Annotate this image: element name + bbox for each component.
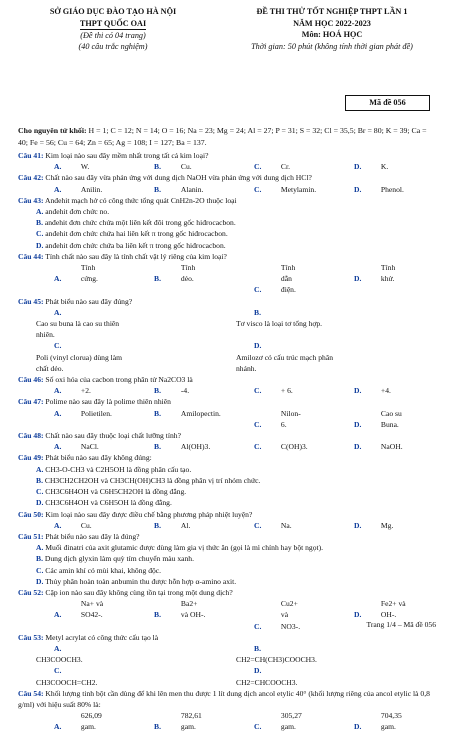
atomic-masses-label: Cho nguyên tử khối: bbox=[18, 126, 87, 135]
question bbox=[18, 374, 436, 396]
option-letter: B. bbox=[154, 274, 161, 284]
question-stem bbox=[18, 172, 436, 183]
option-letter: A. bbox=[54, 184, 62, 194]
question-text: Phát biểu nào sau đây không đúng: bbox=[43, 453, 152, 463]
option-letter: D. bbox=[354, 274, 362, 284]
answer-option[interactable] bbox=[236, 643, 436, 665]
option-text: Tính cứng. bbox=[80, 263, 98, 284]
option-text: Thủy phân hoàn toàn anbumin thu được hỗn hợp α-amino axit. bbox=[45, 576, 237, 586]
option-text: + 6. bbox=[280, 386, 293, 396]
option-text: 305,27 gam. bbox=[280, 711, 302, 732]
question-stem bbox=[18, 531, 436, 542]
option-letter: B. bbox=[154, 408, 161, 418]
option-letter: A. bbox=[54, 307, 62, 317]
option-text: Các amin khí có mùi khai, không độc. bbox=[45, 565, 162, 575]
option-text: Cu. bbox=[180, 162, 192, 172]
question-stem bbox=[18, 632, 436, 643]
option-letter: A. bbox=[54, 408, 62, 418]
option-letter: D. bbox=[36, 498, 44, 508]
department-name: SỞ GIÁO DỤC ĐÀO TẠO HÀ NỘI bbox=[49, 7, 177, 16]
answer-option[interactable] bbox=[336, 184, 436, 195]
answer-option[interactable] bbox=[18, 643, 236, 665]
option-letter: C. bbox=[254, 621, 262, 631]
answer-option[interactable] bbox=[36, 207, 109, 216]
question-text: Cặp ion nào sau đây không cùng tồn tại trong một dung dịch? bbox=[43, 587, 233, 597]
page-footer: Trang 1/4 – Mã đề 056 bbox=[366, 620, 436, 629]
option-letter: D. bbox=[354, 442, 362, 452]
answer-option[interactable] bbox=[36, 498, 172, 507]
option-row bbox=[18, 184, 436, 195]
option-letter: D. bbox=[254, 341, 262, 351]
question-stem bbox=[18, 296, 436, 307]
option-row bbox=[18, 441, 436, 452]
answer-option[interactable] bbox=[18, 598, 136, 632]
option-text: Cu. bbox=[80, 520, 92, 530]
answer-option[interactable] bbox=[336, 520, 436, 531]
header-right bbox=[222, 6, 442, 52]
option-row bbox=[18, 206, 436, 217]
question-text: Số oxi hóa của cacbon trong phân tử Na2CO3 là bbox=[43, 375, 193, 385]
answer-option[interactable] bbox=[236, 408, 336, 430]
option-letter: C. bbox=[36, 487, 44, 497]
answer-option[interactable] bbox=[336, 710, 436, 732]
option-text: Nilon-6. bbox=[280, 408, 301, 429]
option-letter: C. bbox=[254, 419, 262, 429]
option-text: 782,61 gam. bbox=[180, 711, 202, 732]
option-row bbox=[18, 475, 436, 486]
answer-option[interactable] bbox=[18, 408, 136, 430]
question bbox=[18, 452, 436, 508]
option-letter: B. bbox=[154, 520, 161, 530]
option-text: CH3COOCH3. bbox=[36, 655, 83, 665]
answer-option[interactable] bbox=[18, 184, 136, 195]
option-letter: A. bbox=[36, 207, 44, 217]
option-row bbox=[18, 565, 436, 576]
atomic-masses bbox=[18, 125, 436, 149]
option-row bbox=[18, 464, 436, 475]
question bbox=[18, 632, 436, 688]
answer-option[interactable] bbox=[136, 710, 236, 732]
option-text: 704,35 gam. bbox=[380, 711, 402, 732]
subject: Môn: HOÁ HỌC bbox=[301, 30, 363, 39]
option-text: CH3COOCH=CH2. bbox=[36, 677, 98, 687]
option-letter: C. bbox=[36, 565, 44, 575]
question-stem bbox=[18, 452, 436, 463]
option-letter: B. bbox=[254, 307, 261, 317]
option-row bbox=[18, 486, 436, 497]
option-letter: B. bbox=[36, 218, 43, 228]
option-text: Polietilen. bbox=[80, 408, 112, 418]
option-letter: D. bbox=[36, 240, 44, 250]
option-text: Metylamin. bbox=[280, 184, 317, 194]
answer-option[interactable] bbox=[336, 385, 436, 396]
option-letter: D. bbox=[354, 162, 362, 172]
option-letter: A. bbox=[54, 274, 62, 284]
question-text: Phát biểu nào sau đây là đúng? bbox=[43, 531, 140, 541]
option-text: Tính dẻo. bbox=[180, 263, 196, 284]
question-stem bbox=[18, 195, 436, 206]
option-text: Al. bbox=[180, 520, 191, 530]
question bbox=[18, 396, 436, 430]
page-count: (Đề thi có 04 trang) bbox=[80, 30, 146, 40]
answer-option[interactable] bbox=[18, 441, 136, 452]
question-text: Anđehit mạch hở có công thức tổng quát CnH2n-2O thuộc loại bbox=[43, 195, 237, 205]
answer-option[interactable] bbox=[36, 487, 186, 496]
option-letter: D. bbox=[354, 184, 362, 194]
answer-option[interactable] bbox=[18, 340, 236, 374]
option-letter: B. bbox=[154, 184, 161, 194]
answer-option[interactable] bbox=[236, 665, 436, 687]
question bbox=[18, 296, 436, 374]
answer-option[interactable] bbox=[236, 385, 336, 396]
option-row bbox=[18, 340, 436, 374]
exam-title: ĐỀ THI THỬ TỐT NGHIỆP THPT LẦN 1 bbox=[256, 7, 408, 16]
question-stem bbox=[18, 430, 436, 441]
answer-option[interactable] bbox=[236, 441, 336, 452]
option-text: Tính khử. bbox=[380, 263, 396, 284]
option-text: anđehit đơn chức no. bbox=[45, 207, 110, 217]
question-count: (40 câu trắc nghiệm) bbox=[78, 42, 148, 51]
option-text: +4. bbox=[380, 386, 391, 396]
option-letter: C. bbox=[254, 162, 262, 172]
option-row bbox=[18, 217, 436, 228]
option-text: Tơ visco là loại tơ tổng hợp. bbox=[236, 319, 323, 329]
answer-option[interactable] bbox=[336, 161, 436, 172]
option-letter: A. bbox=[36, 543, 44, 553]
answer-option[interactable] bbox=[18, 161, 136, 172]
option-text: Na+ và SO42-. bbox=[80, 599, 104, 620]
option-text: CH2=CHCOOCH3. bbox=[236, 677, 298, 687]
question bbox=[18, 509, 436, 531]
option-row bbox=[18, 228, 436, 239]
option-row bbox=[18, 553, 436, 564]
question-number: Câu 47: bbox=[18, 397, 44, 407]
option-letter: A. bbox=[54, 386, 62, 396]
header-left bbox=[18, 6, 208, 53]
option-text: -4. bbox=[180, 386, 190, 396]
option-letter: D. bbox=[254, 666, 262, 676]
question bbox=[18, 172, 436, 194]
answer-option[interactable] bbox=[236, 161, 336, 172]
option-row bbox=[18, 710, 436, 732]
time-limit: Thời gian: 50 phút (không tính thời gian phát đề) bbox=[251, 41, 413, 51]
answer-option[interactable] bbox=[36, 218, 236, 227]
option-text: CH3C6H4OH và C6H5OH là đồng đẳng. bbox=[45, 498, 172, 508]
option-text: Mg. bbox=[380, 520, 394, 530]
option-letter: D. bbox=[354, 386, 362, 396]
option-letter: B. bbox=[154, 162, 161, 172]
question-text: Chất nào sau đây vừa phản ứng với dung dịch NaOH vừa phản ứng với dung dịch HCl? bbox=[43, 173, 312, 183]
question-stem bbox=[18, 251, 436, 262]
option-text: Tính dẫn điện. bbox=[280, 263, 296, 295]
question-number: Câu 42: bbox=[18, 173, 44, 183]
answer-option[interactable] bbox=[18, 385, 136, 396]
answer-option[interactable] bbox=[36, 566, 161, 575]
option-row bbox=[18, 497, 436, 508]
answer-option[interactable] bbox=[36, 543, 323, 552]
question-text: Metyl acrylat có công thức cấu tạo là bbox=[43, 632, 159, 642]
option-letter: C. bbox=[254, 442, 262, 452]
option-letter: C. bbox=[254, 184, 262, 194]
question bbox=[18, 430, 436, 452]
option-text: +2. bbox=[80, 386, 91, 396]
option-letter: A. bbox=[54, 643, 62, 653]
option-text: Amilozơ có cấu trúc mạch phân nhánh. bbox=[236, 352, 334, 373]
option-letter: B. bbox=[154, 722, 161, 732]
answer-option[interactable] bbox=[136, 385, 236, 396]
option-text: K. bbox=[380, 162, 389, 172]
option-text: Muối đinatri của axit glutamic được dùng làm gia vị thức ăn (gọi là mì chính hay bột ngọt). bbox=[45, 543, 324, 553]
school-year: NĂM HỌC 2022-2023 bbox=[293, 18, 371, 28]
option-text: anđehit đơn chức chứa ba liên kết π trong gốc hiđrocacbon. bbox=[45, 240, 226, 250]
option-letter: A. bbox=[54, 722, 62, 732]
answer-option[interactable] bbox=[236, 598, 336, 632]
question-text: Phát biểu nào sau đây đúng? bbox=[43, 296, 133, 306]
option-text: anđehit đơn chức chứa một liên kết đôi trong gốc hiđrocacbon. bbox=[44, 218, 236, 228]
question-text: Khối lượng tinh bột cần dùng để khi lên men thu được 1 lít dung dịch ancol etylic 40° (khối lượng riêng của ancol etylic là 0,8 g/ml) với hiệu suất 80% là: bbox=[18, 688, 430, 709]
option-letter: D. bbox=[354, 419, 362, 429]
option-row bbox=[18, 542, 436, 553]
question-stem bbox=[18, 509, 436, 520]
answer-option[interactable] bbox=[36, 241, 226, 250]
question bbox=[18, 195, 436, 251]
option-row bbox=[18, 408, 436, 430]
answer-option[interactable] bbox=[136, 441, 236, 452]
option-text: Al(OH)3. bbox=[180, 442, 211, 452]
answer-option[interactable] bbox=[18, 307, 236, 341]
option-letter: D. bbox=[354, 722, 362, 732]
answer-option[interactable] bbox=[236, 184, 336, 195]
option-letter: C. bbox=[254, 722, 262, 732]
answer-option[interactable] bbox=[18, 520, 136, 531]
option-row bbox=[18, 643, 436, 665]
option-letter: C. bbox=[54, 666, 62, 676]
answer-option[interactable] bbox=[336, 262, 436, 296]
option-row bbox=[18, 576, 436, 587]
answer-option[interactable] bbox=[136, 408, 236, 430]
answer-option[interactable] bbox=[18, 262, 136, 296]
answer-option[interactable] bbox=[236, 340, 436, 374]
question bbox=[18, 251, 436, 296]
answer-option[interactable] bbox=[236, 520, 336, 531]
option-row bbox=[18, 385, 436, 396]
option-letter: A. bbox=[54, 162, 62, 172]
option-letter: A. bbox=[36, 464, 44, 474]
option-letter: B. bbox=[36, 554, 43, 564]
answer-option[interactable] bbox=[18, 665, 236, 687]
option-text: CH2=CH(CH3)COOCH3. bbox=[236, 655, 317, 665]
question-number: Câu 50: bbox=[18, 509, 44, 519]
option-text: Na. bbox=[280, 520, 292, 530]
option-row bbox=[18, 520, 436, 531]
option-row bbox=[18, 161, 436, 172]
option-letter: A. bbox=[54, 520, 62, 530]
option-row bbox=[18, 262, 436, 296]
option-letter: C. bbox=[36, 229, 44, 239]
question-number: Câu 45: bbox=[18, 296, 44, 306]
option-text: CH3CH2CH2OH và CH3CH(OH)CH3 là đồng phân vị trí nhóm chức. bbox=[44, 475, 261, 485]
option-text: Poli (vinyl clorua) dùng làm chất dẻo. bbox=[36, 352, 123, 373]
option-text: 626,09 gam. bbox=[80, 711, 102, 732]
option-letter: D. bbox=[354, 610, 362, 620]
answer-option[interactable] bbox=[18, 710, 136, 732]
option-text: Cao su Buna. bbox=[380, 408, 402, 429]
option-text: NaOH. bbox=[380, 442, 403, 452]
question-number: Câu 41: bbox=[18, 151, 44, 160]
answer-option[interactable] bbox=[136, 161, 236, 172]
option-row bbox=[18, 307, 436, 341]
question-stem bbox=[18, 688, 436, 710]
answer-option[interactable] bbox=[336, 408, 436, 430]
question-stem bbox=[18, 587, 436, 598]
option-letter: C. bbox=[254, 285, 262, 295]
option-letter: B. bbox=[254, 643, 261, 653]
option-text: Phenol. bbox=[380, 184, 404, 194]
question-number: Câu 53: bbox=[18, 632, 44, 642]
option-text: Cu2+ và NO3-. bbox=[280, 599, 301, 631]
option-text: Fe2+ và OH-. bbox=[380, 599, 406, 620]
option-letter: C. bbox=[254, 386, 262, 396]
option-letter: B. bbox=[154, 442, 161, 452]
question-number: Câu 43: bbox=[18, 195, 44, 205]
answer-option[interactable] bbox=[136, 184, 236, 195]
question bbox=[18, 150, 436, 172]
question-text: Tính chất nào sau đây là tính chất vật lý riêng của kim loại? bbox=[43, 251, 227, 261]
answer-option[interactable] bbox=[136, 598, 236, 632]
answer-option[interactable] bbox=[336, 441, 436, 452]
answer-option[interactable] bbox=[236, 262, 336, 296]
question bbox=[18, 531, 436, 587]
answer-option[interactable] bbox=[36, 229, 228, 238]
answer-option[interactable] bbox=[36, 577, 236, 586]
question-number: Câu 49: bbox=[18, 453, 44, 463]
option-text: NaCl. bbox=[80, 442, 99, 452]
school-name: THPT QUỐC OAI bbox=[79, 18, 147, 28]
answer-option[interactable] bbox=[236, 710, 336, 732]
option-letter: A. bbox=[54, 610, 62, 620]
option-text: Ba2+ và OH-. bbox=[180, 599, 206, 620]
option-text: C(OH)3. bbox=[280, 442, 308, 452]
option-text: Alanin. bbox=[180, 184, 204, 194]
question-stem bbox=[18, 374, 436, 385]
question-number: Câu 44: bbox=[18, 251, 44, 261]
option-text: anđehit đơn chức chứa hai liên kết π trong gốc hiđrocacbon. bbox=[45, 229, 228, 239]
option-text: CH3-O-CH3 và C2H5OH là đồng phân cấu tạo. bbox=[45, 464, 192, 474]
exam-code-box: Mã đề 056 bbox=[345, 95, 430, 111]
option-letter: B. bbox=[154, 610, 161, 620]
question-text: Polime nào sau đây là polime thiên nhiên bbox=[43, 397, 171, 407]
option-letter: D. bbox=[36, 576, 44, 586]
answer-option[interactable] bbox=[36, 476, 260, 485]
option-text: Cr. bbox=[280, 162, 290, 172]
option-text: Dung dịch glyxin làm quỳ tím chuyển màu xanh. bbox=[44, 554, 194, 564]
option-row bbox=[18, 665, 436, 687]
answer-option[interactable] bbox=[236, 307, 436, 341]
question-list bbox=[18, 150, 436, 733]
question-stem bbox=[18, 150, 436, 161]
question-number: Câu 46: bbox=[18, 375, 44, 385]
answer-option[interactable] bbox=[36, 465, 191, 474]
option-letter: B. bbox=[36, 475, 43, 485]
question-text: Kim loại nào sau đây mềm nhất trong tất cả kim loại? bbox=[43, 151, 209, 160]
answer-option[interactable] bbox=[136, 262, 236, 296]
option-text: W. bbox=[80, 162, 90, 172]
question-number: Câu 54: bbox=[18, 688, 44, 698]
answer-option[interactable] bbox=[36, 554, 194, 563]
question-text: Kim loại nào sau đây được điều chế bằng phương pháp nhiệt luyện? bbox=[43, 509, 253, 519]
option-text: CH3C6H4OH và C6H5CH2OH là đồng đẳng. bbox=[45, 487, 187, 497]
option-letter: B. bbox=[154, 386, 161, 396]
option-row bbox=[18, 240, 436, 251]
question-number: Câu 51: bbox=[18, 531, 44, 541]
question bbox=[18, 688, 436, 733]
option-letter: A. bbox=[54, 442, 62, 452]
option-text: Amilopectin. bbox=[180, 408, 221, 418]
option-letter: C. bbox=[54, 341, 62, 351]
question-text: Chất nào sau đây thuộc loại chất lưỡng tính? bbox=[43, 431, 181, 441]
option-text: Cao su buna là cao su thiên nhiên. bbox=[36, 319, 120, 340]
option-letter: D. bbox=[354, 520, 362, 530]
atomic-masses-text: H = 1; C = 12; N = 14; O = 16; Na = 23; Mg = 24; Al = 27; P = 31; S = 32; Cl = 35,5; Br = 80; K = 39; Ca = 40; Fe = 56; Cu = 64; Zn = 65; Ag = 108; I = 127; Ba = 137. bbox=[18, 126, 427, 147]
option-text: Anilin. bbox=[80, 184, 103, 194]
answer-option[interactable] bbox=[136, 520, 236, 531]
option-letter: C. bbox=[254, 520, 262, 530]
question-number: Câu 52: bbox=[18, 587, 44, 597]
question-stem bbox=[18, 396, 436, 407]
question-number: Câu 48: bbox=[18, 431, 44, 441]
